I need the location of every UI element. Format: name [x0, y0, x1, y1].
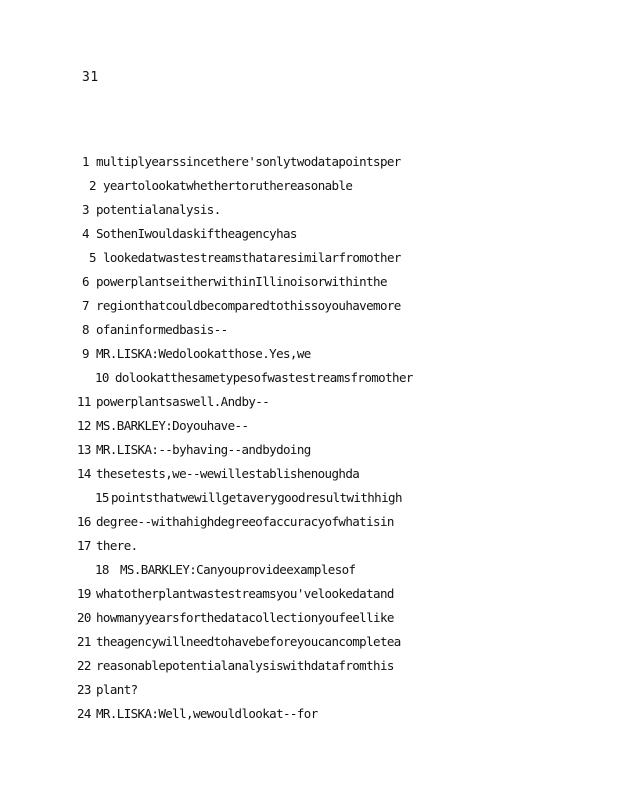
transcript-line [0, 656, 618, 680]
line-text: yeartolookatwhethertoruthereasonable [103, 178, 353, 193]
line-number: 2 [89, 178, 96, 193]
line-text: SothenIwouldaskiftheagencyhas [96, 226, 297, 241]
transcript-line [0, 320, 618, 344]
transcript-line [0, 512, 618, 536]
line-text: potentialanalysis. [96, 202, 221, 217]
line-number: 15 [95, 490, 109, 505]
line-number: 21 [77, 634, 91, 649]
transcript-line [0, 704, 618, 728]
line-number: 12 [77, 418, 91, 433]
line-text: ofaninformedbasis-- [96, 322, 228, 337]
line-number: 8 [82, 322, 89, 337]
transcript-lines [0, 152, 618, 728]
line-text: regionthatcouldbecomparedtothissoyouhavemore [96, 298, 401, 313]
line-text: there. [96, 538, 138, 553]
transcript-line [0, 608, 618, 632]
line-text: lookedatwastestreamsthataresimilarfromother [103, 250, 401, 265]
line-number: 18 [95, 562, 109, 577]
line-text: dolookatthesametypesofwastestreamsfromother [115, 370, 413, 385]
transcript-line [0, 632, 618, 656]
transcript-line [0, 536, 618, 560]
transcript-line [0, 200, 618, 224]
line-number: 9 [82, 346, 89, 361]
transcript-line [0, 344, 618, 368]
line-number: 10 [95, 370, 109, 385]
transcript-line [0, 296, 618, 320]
line-text: MS.BARKLEY:Doyouhave-- [96, 418, 249, 433]
line-text: degree--withahighdegreeofaccuracyofwhatisin [96, 514, 394, 529]
line-number: 20 [77, 610, 91, 625]
line-text: reasonablepotentialanalysiswithdatafromthis [96, 658, 394, 673]
transcript-line [0, 248, 618, 272]
line-number: 23 [77, 682, 91, 697]
line-number: 6 [82, 274, 89, 289]
line-text: MR.LISKA:--byhaving--andbydoing [96, 442, 311, 457]
line-text: multiplyearssincethere'sonlytwodatapointsper [96, 154, 401, 169]
line-number: 1 [82, 154, 89, 169]
transcript-line [0, 392, 618, 416]
transcript-line [0, 584, 618, 608]
transcript-line [0, 560, 618, 584]
line-text: MR.LISKA:Well,wewouldlookat--for [96, 706, 318, 721]
line-number: 24 [77, 706, 91, 721]
transcript-line [0, 224, 618, 248]
line-text: howmanyyearsforthedatacollectionyoufeellike [96, 610, 394, 625]
transcript-line [0, 488, 618, 512]
line-number: 22 [77, 658, 91, 673]
transcript-line [0, 680, 618, 704]
line-number: 19 [77, 586, 91, 601]
line-number: 7 [82, 298, 89, 313]
line-text: powerplantsaswell.Andby-- [96, 394, 270, 409]
line-text: plant? [96, 682, 138, 697]
line-text: whatotherplantwastestreamsyou'velookedatand [96, 586, 394, 601]
transcript-line [0, 368, 618, 392]
line-number: 11 [77, 394, 91, 409]
line-text: MR.LISKA:Wedolookatthose.Yes,we [96, 346, 311, 361]
transcript-line [0, 416, 618, 440]
transcript-line [0, 464, 618, 488]
line-text: MS.BARKLEY:Canyouprovideexamplesof [120, 562, 356, 577]
line-number: 13 [77, 442, 91, 457]
line-number: 14 [77, 466, 91, 481]
line-number: 3 [82, 202, 89, 217]
line-number: 4 [82, 226, 89, 241]
line-text: pointsthatwewillgetaverygoodresultwithhigh [111, 490, 402, 505]
line-number: 5 [89, 250, 96, 265]
line-text: thesetests,we--wewillestablishenoughda [96, 466, 360, 481]
line-text: theagencywillneedtohavebeforeyoucancompletea [96, 634, 401, 649]
transcript-line [0, 272, 618, 296]
line-number: 17 [77, 538, 91, 553]
line-number: 16 [77, 514, 91, 529]
transcript-line [0, 176, 618, 200]
transcript-line [0, 440, 618, 464]
line-text: powerplantseitherwithinIllinoisorwithinthe [96, 274, 387, 289]
page-number: 31 [82, 70, 99, 85]
transcript-line [0, 152, 618, 176]
